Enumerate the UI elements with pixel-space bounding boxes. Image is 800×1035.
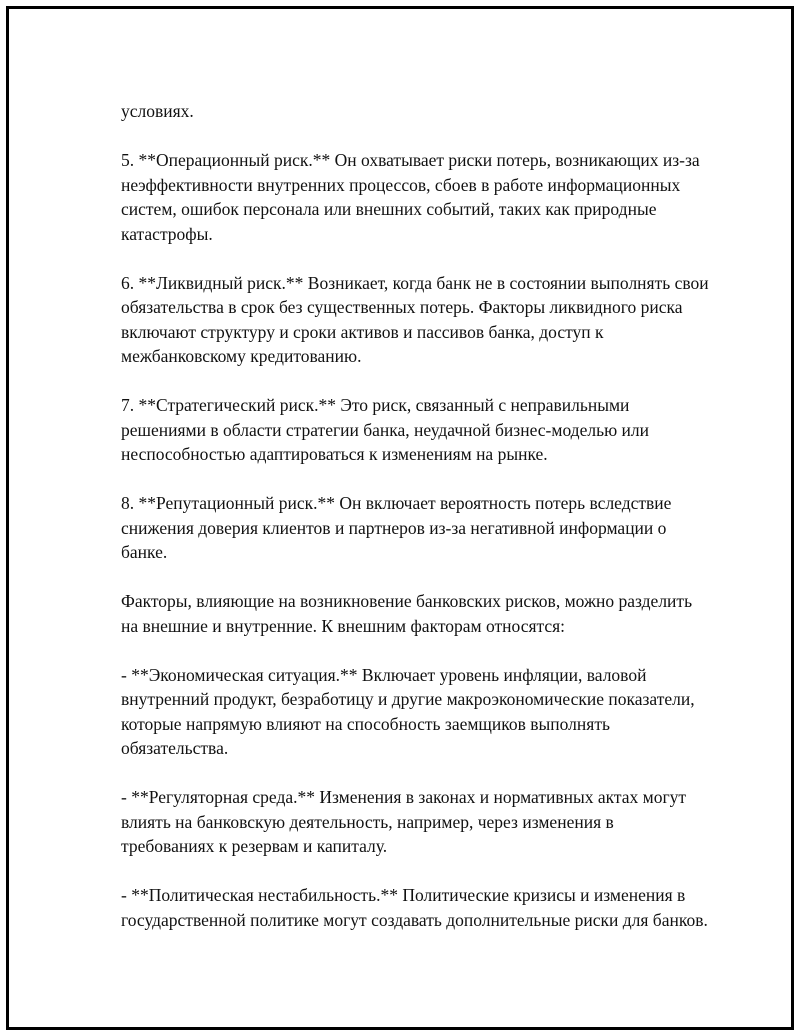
page-content — [121, 99, 711, 932]
paragraph-reputational-risk: 8. **Репутационный риск.** Он включает вероятность потерь вследствие снижения доверия клиентов и партнеров из-за негативной информации о банке. — [121, 493, 672, 562]
paragraph-political-instability: - **Политическая нестабильность.** Политические кризисы и изменения в государственной политике могут создавать дополнительные риски для банков. — [121, 885, 708, 930]
paragraph-continuation: условиях. — [121, 101, 194, 121]
paragraph-operational-risk: 5. **Операционный риск.** Он охватывает риски потерь, возникающих из-за неэффективности внутренних процессов, сбоев в работе информационных систем, ошибок персонала или внешних событий, таких как природные катастрофы. — [121, 150, 700, 244]
paragraph-liquidity-risk: 6. **Ликвидный риск.** Возникает, когда банк не в состоянии выполнять свои обязательства в срок без существенных потерь. Факторы ликвидного риска включают структуру и сроки активов и пассивов банка, доступ к межбанковскому кредитованию. — [121, 272, 709, 366]
paragraph-risk-factors-intro: Факторы, влияющие на возникновение банковских рисков, можно разделить на внешние и внутренние. К внешним факторам относятся: — [121, 591, 693, 636]
paragraph-economic-situation: - **Экономическая ситуация.** Включает уровень инфляции, валовой внутренний продукт, безработицу и другие макроэкономические показатели, которые напрямую влияют на способность заемщиков выполнять обязательства. — [121, 664, 695, 758]
paragraph-strategic-risk: 7. **Стратегический риск.** Это риск, связанный с неправильными решениями в области стратегии банка, неудачной бизнес-моделью или неспособностью адаптироваться к изменениям на рынке. — [121, 395, 649, 464]
paragraph-regulatory-environment: - **Регуляторная среда.** Изменения в законах и нормативных актах могут влиять на банковскую деятельность, например, через изменения в требованиях к резервам и капиталу. — [121, 787, 687, 856]
page-frame — [6, 6, 794, 1030]
